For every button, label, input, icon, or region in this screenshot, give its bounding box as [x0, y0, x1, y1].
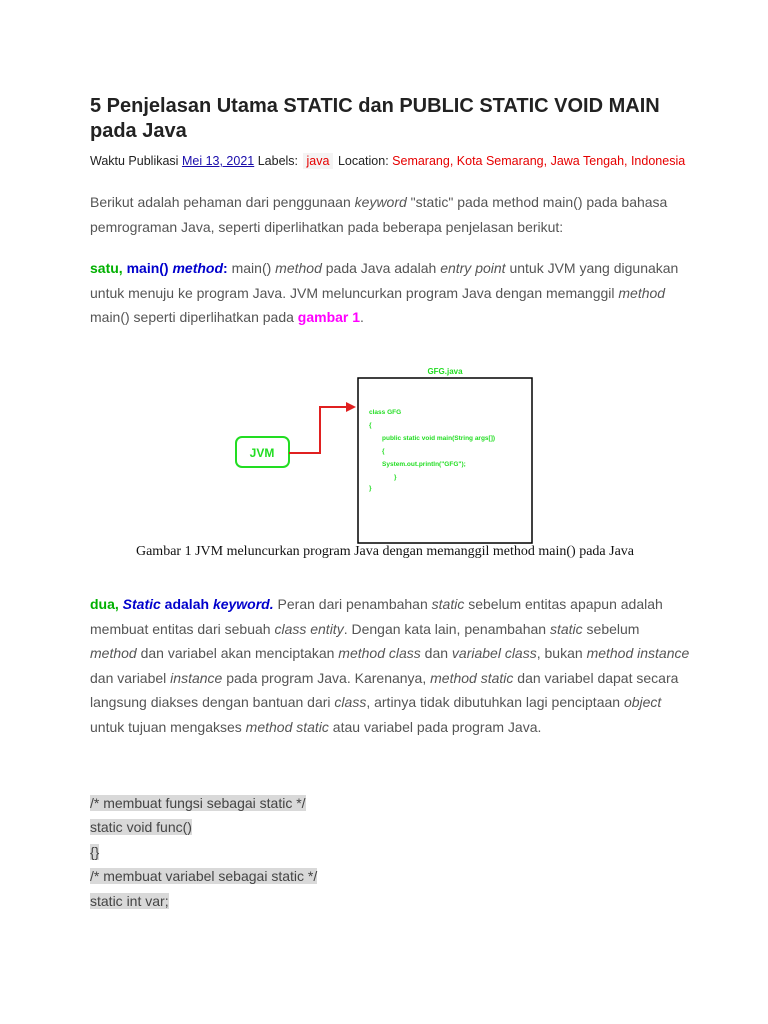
- arrow-head-icon: [346, 402, 356, 412]
- figure-reference: gambar 1: [297, 309, 361, 325]
- code-line: static int var;: [90, 893, 169, 909]
- section-1-number: satu,: [90, 260, 127, 276]
- code-line: class GFG: [369, 409, 402, 416]
- code-line: }: [369, 485, 372, 492]
- section-1-paragraph: satu, main() method: main() method pada Java adalah entry point untuk JVM yang digunakan untuk menuju ke program Java. JVM meluncurkan program Java dengan memanggil method main() seperti diperlihatkan pada gambar 1.: [90, 260, 679, 325]
- location-link[interactable]: Semarang, Kota Semarang, Jawa Tengah, Indonesia: [392, 154, 686, 168]
- code-line: {}: [90, 844, 100, 860]
- label-tag-java[interactable]: java: [303, 153, 334, 169]
- figure-caption: Gambar 1 JVM meluncurkan program Java dengan memanggil method main() pada Java: [135, 544, 634, 559]
- published-date-link[interactable]: Mei 13, 2021: [181, 154, 255, 168]
- jvm-diagram: [226, 364, 536, 546]
- section-2-paragraph: dua, Static adalah keyword. Peran dari penambahan static sebelum entitas apapun adalah membuat entitas dari sebuah class entity. Dengan kata lain, penambahan static sebelum method dan variabel akan menciptakan method class dan variabel class, bukan method instance dan variabel instance pada program Java. Karenanya, method static dan variabel dapat secara langsung diakses dengan bantuan dari class, artinya tidak dibutuhkan lagi penciptaan object untuk tujuan mengakses method static atau variabel pada program Java.: [90, 596, 690, 735]
- page-title: 5 Penjelasan Utama STATIC dan PUBLIC STATIC VOID MAIN pada Java: [90, 95, 660, 142]
- post-meta: [90, 152, 690, 170]
- labels-label: Labels:: [257, 154, 299, 168]
- section-2-title: Static adalah keyword.: [122, 596, 274, 612]
- code-line: static void func(): [90, 819, 192, 835]
- intro-paragraph: Berikut adalah pehaman dari penggunaan keyword "static" pada method main() pada bahasa pemrograman Java, seperti diperlihatkan pada beberapa penjelasan berikut:: [90, 194, 668, 235]
- location-label: Location:: [337, 154, 389, 168]
- code-line: /* membuat fungsi sebagai static */: [90, 795, 306, 811]
- code-line: System.out.println("GFG");: [382, 461, 466, 468]
- published-label: Waktu Publikasi: [90, 154, 179, 168]
- diagram-filename: GFG.java: [427, 367, 463, 376]
- section-1-title: main() method:: [126, 260, 228, 276]
- code-line: {: [369, 422, 372, 429]
- code-line: {: [382, 448, 385, 455]
- section-2-number: dua,: [90, 596, 123, 612]
- jvm-arrow: [289, 407, 348, 453]
- jvm-label: JVM: [249, 446, 275, 460]
- code-line: public static void main(String args[]): [382, 435, 496, 442]
- code-line: }: [394, 474, 397, 481]
- code-line: /* membuat variabel sebagai static */: [90, 868, 318, 884]
